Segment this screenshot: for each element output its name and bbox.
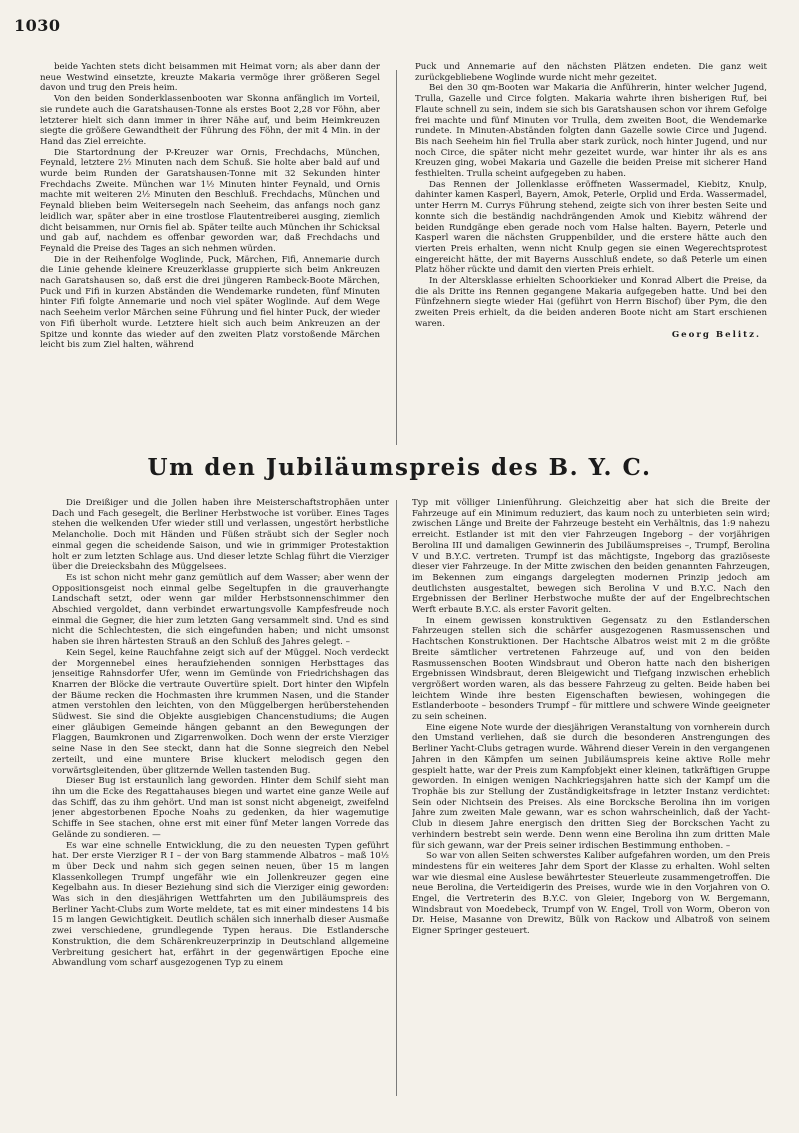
paragraph: Es war eine schnelle Entwicklung, die zu den neuesten Typen geführt hat. Der erste Vierziger R I – der von Barg stammende Albatros – maß 10½ m über Deck und nahm sich gegen seinen neuen, über 15 m langen Klassenkollegen Trumpf ungefähr wie ein Jollenkreuzer gegen eine Kegelbahn aus. In dieser Beziehung sind sich die Vierziger einig geworden: Was sich in den diesjährigen Wettfahrten um den Jubiläumspreis des Berliner Yacht-Clubs zum Worte meldete, tat es mit einer mindestens 14 bis 15 m langen Gewichtigkeit. Deutlich schälen sich innerhalb dieser Ausmaße zwei verschiedene, grundlegende Typen heraus. Die Estlandersche Konstruktion, die dem Schärenkreuzerprinzip in Deutschland allgemeine Verbreitung gesichert hat, erfährt in der gegenwärtigen Epoche eine Abwandlung vom scharf ausgezogenen Typ zu einem xyxy=(52,840,389,969)
paragraph: Es ist schon nicht mehr ganz gemütlich auf dem Wasser; aber wenn der Oppositionsgeist noch einmal gelbe Segeltupfen in die grauverhangte Landschaft setzt, oder wenn gar milder Herbstsonnenschimmer den Abschied vergoldet, dann verbindet erwartungsvolle Kampfesfreude noch einmal die Gegner, die hier zum letzten Gang versammelt sind. Und es sind nicht die Schlechtesten, die sich eingefunden haben; und nicht umsonst haben sie ihren härtesten Strauß an den Schluß des Jahres gelegt. – xyxy=(52,572,389,648)
paragraph: beide Yachten stets dicht beisammen mit Heimat vorn; als aber dann der neue Westwind einsetzte, kreuzte Makaria vermöge ihrer größeren Segel davon und trug den Preis heim. xyxy=(40,62,380,94)
paragraph: Das Rennen der Jollenklasse eröffneten Wassermadel, Kiebitz, Knulp, dahinter kamen Kasperl, Bayern, Amok, Peterle, Orplid und Erda. Wassermadel, unter Herrn M. Currys Führung stehend, zeigte sich von ihrer besten Seite und konnte sich die beständig nachdrängenden Amok und Kiebitz während der beiden Rundgänge eben gerade noch vom Halse halten. Bayern, Peterle und Kasperl waren die nächsten Gruppenbilder, und die erstere hätte auch den vierten Preis erhalten, wenn nicht Knulp gegen sie einen Wegerechtsprotest eingereicht hätte, der mit Bayerns Ausschluß endete, so daß Peterle um einen Platz höher rückte und damit den vierten Preis erhielt. xyxy=(415,179,767,276)
paragraph: Von den beiden Sonderklassenbooten war Skonna anfänglich im Vorteil, sie rundete auch die Garatshausen-Tonne als erstes Boot 2,28 vor Föhn, aber letzterer hielt sich dann immer in ihrer Nähe auf, und beim Heimkreuzen siegte die größere Gewandtheit der Führung des Föhn, der mit 4 Min. in der Hand das Ziel erreichte. xyxy=(40,94,380,147)
paragraph: Die in der Reihenfolge Woglinde, Puck, Märchen, Fifi, Annemarie durch die Linie gehende kleinere Kreuzerklasse gruppierte sich beim Ankreuzen nach Garatshausen so, daß erst die drei jüngeren Rambeck-Boote Märchen, Puck und Fifi in kurzen Abständen die Wendemarke rundeten, fünf Minuten hinter Fifi folgte Annemarie und noch viel später Woglinde. Auf dem Wege nach Seeheim verlor Märchen seine Führung und fiel hinter Puck, der wieder von Fifi überholt wurde. Letztere hielt sich auch beim Ankreuzen an der Spitze und konnte das wieder auf den zweiten Platz vorstoßende Märchen leicht bis zum Ziel halten, während xyxy=(40,254,380,351)
paragraph: Puck und Annemarie auf den nächsten Plätzen endeten. Die ganz weit zurückgebliebene Woglinde wurde nicht mehr gezeitet. xyxy=(415,62,767,83)
column-divider xyxy=(396,70,397,445)
paragraph: Die Dreißiger und die Jollen haben ihre Meisterschaftstrophäen unter Dach und Fach gesegelt, die Berliner Herbstwoche ist vorüber. Eines Tages stehen die welkenden Ufer wieder still und verlassen, ungestört herbstliche Melancholie. Doch mit Händen und Füßen sträubt sich der Segler noch einmal gegen die scheidende Saison, und wie in grimmiger Protestaktion holt er zum letzten Schlage aus. Und dieser letzte Schlag führt die Vierziger über die Dreiecksbahn des Müggelsees. xyxy=(52,498,389,573)
column-divider xyxy=(396,500,397,1096)
page-number: 1030 xyxy=(14,16,61,35)
article1-left-column xyxy=(40,62,380,450)
article2-left-column xyxy=(52,498,389,1098)
paragraph: So war von allen Seiten schwerstes Kaliber aufgefahren worden, um den Preis mindestens für ein weiteres Jahr dem Sport der Klasse zu erhalten. Wohl selten war wie diesmal eine Auslese bewährtester Steuerleute zusammengetroffen. Die neue Berolina, die Verteidigerin des Preises, wurde wie in den Vorjahren von O. Engel, die Vertreterin des B.Y.C. von Gleier, Ingeborg von W. Bergemann, Windsbraut von Moedebeck, Trumpf von W. Engel, Troll von Worm, Oberon von Dr. Heise, Masanne von Drewitz, Bülk von Rackow und Albatroß von seinem Eigner Springer gesteuert. xyxy=(412,851,770,937)
article-headline: Um den Jubiläumspreis des B. Y. C. xyxy=(147,454,652,481)
article2-right-column xyxy=(412,498,770,1098)
paragraph: Dieser Bug ist erstaunlich lang geworden. Hinter dem Schilf sieht man ihn um die Ecke des Regattahauses biegen und wartet eine ganze Weile auf das Schiff, das zu ihm gehört. Und man ist sonst nicht abgeneigt, zweifelnd jener abgestorbenen Epoche Noahs zu gedenken, da hier wagemutige Schiffe in See stachen, ohne erst mit einer fünf Meter langen Vorrede das Gelände zu sondieren. — xyxy=(52,776,389,840)
paragraph: Eine eigene Note wurde der diesjährigen Veranstaltung von vornherein durch den Umstand verliehen, daß sie durch die besonderen Anstrengungen des Berliner Yacht-Clubs getragen wurde. Während dieser Verein in den vergangenen Jahren in den Kämpfen um seinen Jubiläumspreis keine aktive Rolle mehr gespielt hatte, war der Preis zum Kampfobjekt einer kleinen, tatkräftigen Gruppe geworden. In einigen wenigen Nachkriegsjahren hatte sich der Kampf um die Trophäe bis zur Stellung der Zuständigkeitsfrage in letzter Instanz verdichtet: Sein oder Nichtsein des Preises. Als eine Borcksche Berolina ihn im vorigen Jahre zum zweiten Male gewann, war es schon wahrscheinlich, daß der Yacht-Club in diesem Jahre energisch den dritten Sieg der Borckschen Yacht zu verhindern bestrebt sein werde. Denn wenn eine Berolina ihn zum dritten Male für sich gewann, war der Preis seiner irdischen Bestimmung enthoben. – xyxy=(412,722,770,851)
author-signature: Georg Belitz. xyxy=(671,329,761,340)
paragraph: Kein Segel, keine Rauchfahne zeigt sich auf der Müggel. Noch verdeckt der Morgennebel eines heraufziehenden sonnigen Herbsttages das jenseitige Rahnsdorfer Ufer, wenn im Gemünde von Friedrichshagen das Knarren der Blöcke die vertraute Ouvertüre spielt. Dort hinter den Wipfeln der Bäume recken die Hochmasten ihre krummen Nasen, und die Stander atmen verstohlen den leichten, von den Müggelbergen herüberstehenden Südwest. Sie sind die Objekte ausgiebigen Chancenstudiums; die Augen einer gläubigen Gemeinde hängen gebannt an den Bewegungen der Flaggen, Baumkronen und Zigarrenwolken. Doch wenn der erste Vierziger seine Nase in den See steckt, dann hat die Sonne siegreich den Nebel zerteilt, und eine muntere Brise kluckert melodisch gegen den vorwärtsgleitenden, über glitzernde Wellen tastenden Bug. xyxy=(52,647,389,776)
paragraph: Bei den 30 qm-Booten war Makaria die Anführerin, hinter welcher Jugend, Trulla, Gazelle und Circe folgten. Makaria wahrte ihren bisherigen Ruf, bei Flaute schnell zu sein, indem sie sich bis Garatshausen schon vor ihrem Gefolge frei machte und fünf Minuten vor Trulla, dem zweiten Boot, die Wendemarke rundete. In Minuten-Abständen folgten dann Gazelle sowie Circe und Jugend. Bis nach Seeheim hin fiel Trulla aber stark zurück, noch hinter Jugend, und nur noch Circe, die später nicht mehr gezeitet wurde, war hinter ihr als es ans Kreuzen ging, wobei Makaria und Gazelle die beiden Preise mit sicherer Hand festhielten. Trulla scheint aufgegeben zu haben. xyxy=(415,83,767,180)
article1-right-column xyxy=(415,62,767,450)
paragraph: In einem gewissen konstruktiven Gegensatz zu den Estlanderschen Fahrzeugen stellen sich die schärfer ausgezogenen Rasmussenschen und Hachtschen Konstruktionen. Der Hachtsche Albatros weist mit 2 m die größte Breite sämtlicher vertretenen Fahrzeuge auf, und von den beiden Rasmussenschen Booten Windsbraut und Oberon hatte nach den bisherigen Ergebnissen Windsbraut, deren Bleigewicht und Tiefgang inzwischen erheblich vergrößert worden waren, als das bessere Fahrzeug zu gelten. Beide haben bei leichtem Winde ihre besten Eigenschaften bewiesen, wohingegen die Estlanderboote – besonders Trumpf – für mittlere und schwere Winde geeigneter zu sein scheinen. xyxy=(412,615,770,723)
paragraph: Typ mit völliger Linienführung. Gleichzeitig aber hat sich die Breite der Fahrzeuge auf ein Minimum reduziert, das kaum noch zu unterbieten sein wird; zwischen Länge und Breite der Fahrzeuge besteht ein Verhältnis, das 1:9 nahezu erreicht. Estlander ist mit den vier Fahrzeugen Ingeborg – der vorjährigen Berolina III und damaligen Gewinnerin des Jubiläumspreises –, Trumpf, Berolina V und B.Y.C. vertreten. Trumpf ist das mächtigste, Ingeborg das graziöseste dieser vier Fahrzeuge. In der Mitte zwischen den beiden genannten Fahrzeugen, im Bekennen zum eingangs dargelegten modernen Prinzip jedoch am deutlichsten ausgestaltet, bewegen sich Berolina V und B.Y.C. Nach den Ergebnissen der Berliner Herbstwoche mußte der auf der Engelbrechtschen Werft erbaute B.Y.C. als erster Favorit gelten. xyxy=(412,498,770,616)
paragraph: Die Startordnung der P-Kreuzer war Ornis, Frechdachs, München, Feynald, letztere 2½ Minuten nach dem Schuß. Sie holte aber bald auf und wurde beim Runden der Garatshausen-Tonne mit 32 Sekunden hinter Frechdachs Zweite. München war 1½ Minuten hinter Feynald, und Ornis machte mit weiteren 2½ Minuten den Beschluß. Frechdachs, München und Feynald blieben beim Weitersegeln nach Seeheim, das anfangs noch ganz leidlich war, später aber in eine trostlose Flautentreiberei ausging, ziemlich dicht beisammen, nur Ornis fiel ab. Später teilte auch München ihr Schicksal und gab auf, nachdem es offenbar geworden war, daß Frechdachs und Feynald die Preise des Tages an sich nehmen würden. xyxy=(40,147,380,254)
paragraph: In der Altersklasse erhielten Schoorkieker und Konrad Albert die Preise, da die als Dritte ins Rennen gegangene Makaria aufgegeben hatte. Und bei den Fünfzehnern siegte wieder Hai (geführt von Herrn Bischof) über Pym, die den zweiten Preis erhielt, da die beiden anderen Boote nicht am Start erschienen waren. xyxy=(415,276,767,329)
